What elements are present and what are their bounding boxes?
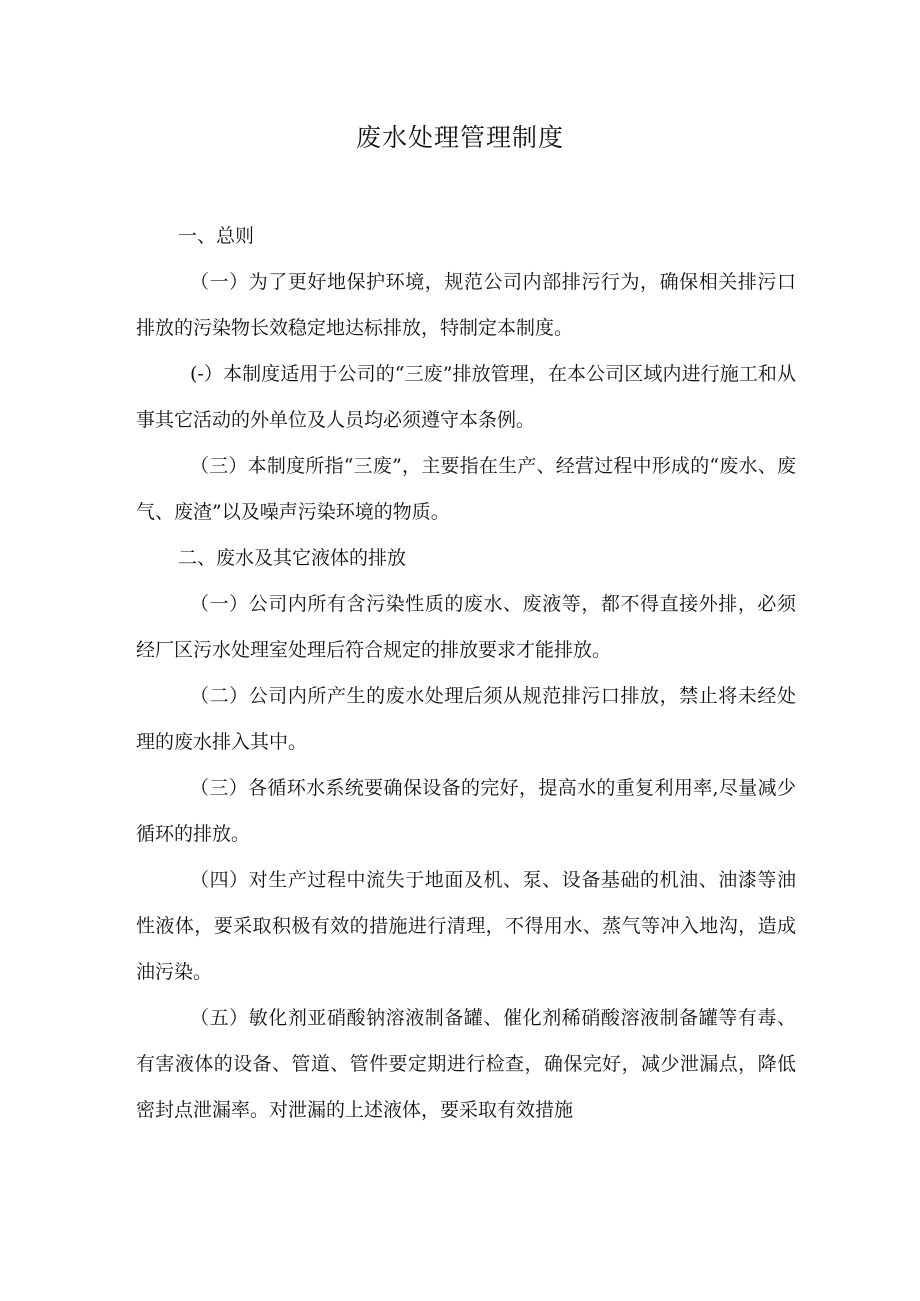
section-general <box>136 213 796 535</box>
document-title: 废水处理管理制度 <box>355 123 564 152</box>
section-heading: 二、废水及其它液体的排放 <box>178 547 407 569</box>
paragraph: （五）敏化剂亚硝酸钠溶液制备罐、催化剂稀硝酸溶液制备罐等有毒、有害液体的设备、管道、管件要定期进行检查，确保完好，减少泄漏点，降低密封点泄漏率。对泄漏的上述液体，要采取有效措施 <box>136 1007 796 1121</box>
paragraph: （二）公司内所产生的废水处理后须从规范排污口排放，禁止将未经处理的废水排入其中。 <box>136 685 796 753</box>
paragraph: （四）对生产过程中流失于地面及机、泵、设备基础的机油、油漆等油性液体，要采取积极有效的措施进行清理，不得用水、蒸气等冲入地沟，造成油污染。 <box>136 869 796 983</box>
document-body <box>136 213 796 1133</box>
paragraph: （一）为了更好地保护环境，规范公司内部排污行为，确保相关排污口排放的污染物长效稳定地达标排放，特制定本制度。 <box>136 271 796 339</box>
paragraph: （三）本制度所指“三废”，主要指在生产、经营过程中形成的“废水、废气、废渣”以及噪声污染环境的物质。 <box>136 455 796 523</box>
paragraph: （一）公司内所有含污染性质的废水、废液等，都不得直接外排，必须经厂区污水处理室处理后符合规定的排放要求才能排放。 <box>136 593 796 661</box>
paragraph: （三）各循环水系统要确保设备的完好，提高水的重复利用率,尽量减少循环的排放。 <box>136 777 796 845</box>
section-heading: 一、总则 <box>178 225 255 247</box>
paragraph: (-）本制度适用于公司的“三废”排放管理，在本公司区域内进行施工和从事其它活动的外单位及人员均必须遵守本条例。 <box>136 363 796 431</box>
section-wastewater-discharge <box>136 535 796 1133</box>
